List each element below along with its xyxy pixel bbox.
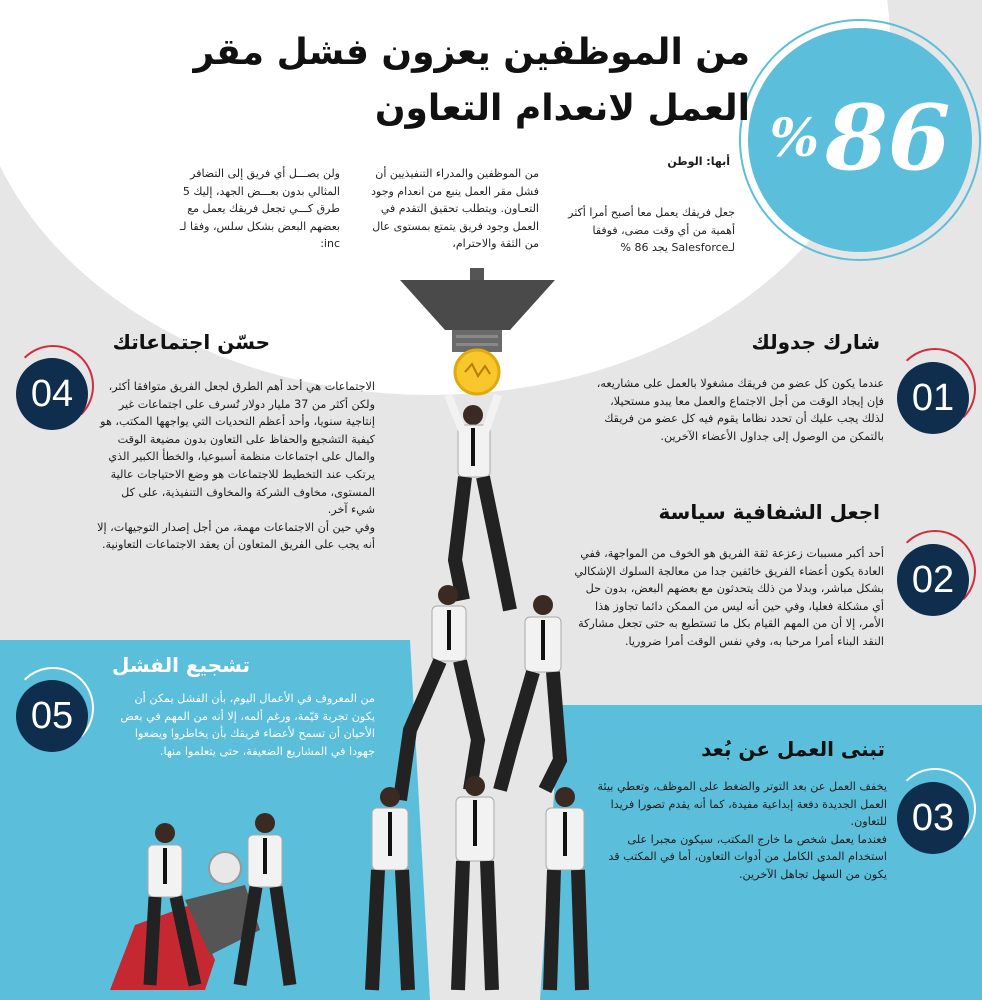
section-01-title: شارك جدولك	[751, 330, 880, 354]
stat-percent: %	[769, 107, 820, 169]
intro-col-2: من الموظفين والمدراء التنفيذيين أن فشل مقر العمل ينبع من انعدام وجود التعـاون. ويتطلب تحقيق التقدم في العمل وجود فريق يتمتع بمستوى عال من الثقة والاحترام،	[371, 167, 539, 250]
intro-col-1: جعل فريقك يعمل معا أصبح أمرا أكثر أهمية من أي وقت مضى، فوفقا لـSalesforce يجد 86 %	[568, 206, 735, 254]
badge-05: 05	[16, 680, 88, 752]
stat-number: 86	[825, 85, 951, 191]
badge-03: 03	[897, 782, 969, 854]
section-03-body: يخفف العمل عن بعد التوتر والضغط على الموظف، وتعطي بيئة العمل الجديدة دفعة إبداعية مفيدة، كما أنه يقدم تصورا فريدا للتعاون. فعندما يعمل شخص ما خارج المكتب، سيكون مجبرا على استخدام المدى الكامل من أدوات التعاون، أما في المكتب قد يكون من السهل تجاهل الآخرين.	[597, 780, 887, 881]
intro-col-3: ولن يصـــل أي فريق إلى التضافر المثالي بدون بعـــض الجهد، إليك 5 طرق كـــي تجعل فريقك يعمل مع بعضهم البعض بشكل سلس، وفقا لـ inc:	[179, 167, 340, 250]
stat-display	[745, 78, 975, 198]
section-05-body: من المعروف في الأعمال اليوم، بأن الفشل يمكن أن يكون تجربة قيّمة، ورغم ألمه، إلا أنه من المهم في بعض الأحيان أن تسمح لأعضاء فريقك بأن يخاطروا ويضعوا جهودا في المشاريع الضعيفة، حتى يتعلموا منها.	[120, 692, 375, 758]
badge-04: 04	[16, 358, 88, 430]
section-05-title: تشجيع الفشل	[111, 653, 250, 677]
section-03-title: تبنى العمل عن بُعد	[701, 737, 885, 761]
title-line-1: من الموظفين يعزون فشل مقر	[193, 32, 750, 73]
section-02-body: أحد أكبر مسببات زعزعة ثقة الفريق هو الخوف من المواجهة، ففي العادة يكون أعضاء الفريق خائفين جدا من معالجة السلوك الإشكالي بشكل مباشر، وبدلا من ذلك يتحدثون مع بعضهم البعض، بدون حل أي مشكلة فعليا، وفي حين أنه ليس من الممكن دائما تجاوز هذا الأمر، إلا أن من المهم القيام بكل ما تستطيع به حتى تجعل مشاركة النقد البناء أمرا مرحبا به، وفي نفس الوقت أمرا ضروريا.	[574, 547, 884, 648]
badge-02: 02	[897, 544, 969, 616]
page-title	[140, 25, 750, 137]
badge-01: 01	[897, 362, 969, 434]
section-04-title: حسّن اجتماعاتك	[112, 330, 270, 354]
section-01-body: عندما يكون كل عضو من فريقك مشغولا بالعمل على مشاريعه، فإن إيجاد الوقت من أجل الاجتماع والعمل معا يبدو مستحيلا، لذلك يجب عليك أن تحدد نظاما يقوم فيه كل عضو من فريقك بالتمكن من الوصول إلى جداول الأعضاء الآخرين.	[596, 377, 884, 443]
section-04-body: الاجتماعات هي أحد أهم الطرق لجعل الفريق متوافقا أكثر، ولكن أكثر من 37 مليار دولار تُسرف على اجتماعات غير إنتاجية سنويا، وأحد أعظم التحديات التي يواجهها المكتب، هو كيفية التشجيع والحفاظ على التعاون بدون مضيعة الوقت والمال على اجتماعات منظمة أسبوعيا، والخطأ الكبير الذي يرتكب عند التخطيط للاجتماعات هو وضع الاحتياجات عالية المستوى، مخاوف الشركة والمخاوف التنفيذية، على كل شيء آخر. وفي حين أن الاجتماعات مهمة، من أجل إصدار التوجيهات، إلا أنه يجب على الفريق المتعاون أن يعقد الاجتماعات التعاونية.	[97, 380, 375, 552]
title-line-2: العمل لانعدام التعاون	[374, 88, 750, 129]
source-credit: أبها: الوطن	[667, 155, 730, 168]
section-02-title: اجعل الشفافية سياسة	[658, 500, 880, 524]
